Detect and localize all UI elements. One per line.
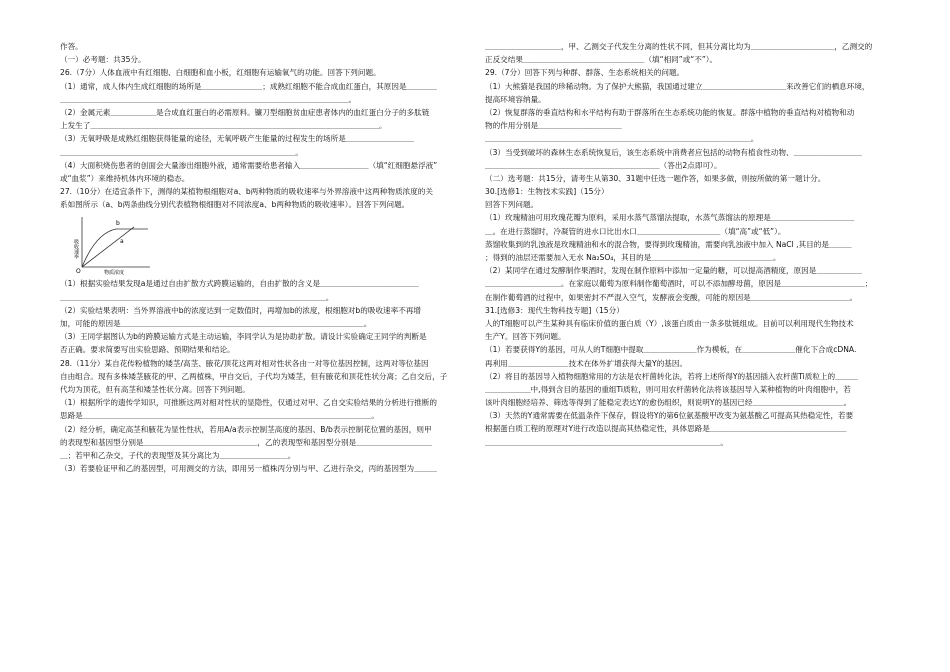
text-line: （3）若要验证甲和乙的基因型，可用测交的方法，即用另一植株丙分别与甲、乙进行杂交，丙的基因型为＿＿＿ — [60, 464, 437, 474]
text-line: 物的作用分别是＿＿＿＿＿＿＿＿＿＿＿ — [485, 121, 622, 131]
text-line: 系如图所示（a、b两条曲线分别代表植物根细胞对不同浓度a、b两种物质的吸收速率）。回答下列问题。 — [60, 200, 410, 210]
text-line: （2）金属元素＿＿＿＿＿＿是合成血红蛋白的必需原料。镰刀型细胞贫血症患者体内的血红蛋白分子的多肽链 — [60, 107, 430, 117]
text-line: 上发生了＿＿＿＿＿＿＿＿＿＿＿＿＿＿＿＿＿＿＿＿＿＿＿＿＿＿＿＿＿＿＿＿＿＿＿＿＿＿。 — [60, 121, 387, 131]
question-27-title: 27.（10分）在适宜条件下，测得的某植物根细胞对a、b两种物质的吸收速率与外界溶液中这两种物质浓度的关 — [60, 187, 433, 197]
text-line: （1）大熊猫是我国的珍稀动物。为了保护大熊猫，我国通过建立＿＿＿＿＿＿＿＿＿＿＿来改善它们的栖息环境， — [485, 81, 870, 91]
text-line: ＿＿＿＿＿＿＿＿＿＿＿＿＿＿＿＿＿＿＿＿＿＿＿（答出2点即可）。 — [485, 160, 722, 170]
text-line: （2）实验结果表明：当外界溶液中b的浓度达到一定数值时，再增加b的浓度，根细胞对b的吸收速率不再增 — [60, 305, 422, 315]
question-29-title: 29.（7分）回答下列与种群、群落、生态系统相关的问题。 — [485, 68, 685, 78]
question-26-title: 26.（7分）人体血液中有红细胞、白细胞和血小板，红细胞有运输氧气的功能。回答下列问题。 — [60, 68, 381, 78]
text-line: （3）当受到破坏的森林生态系统恢复后，该生态系统中消费者应包括的动物有植食性动物、＿＿＿＿＿＿＿＿＿ — [485, 147, 862, 157]
text-line: （3）无氧呼吸是成熟红细胞获得能量的途径，无氧呼吸产生能量的过程发生的场所是＿＿＿＿＿＿＿＿＿ — [60, 134, 415, 144]
text-line: （1）玫瑰精油可用玫瑰花瓣为原料，采用水蒸气蒸馏法提取，水蒸气蒸馏法的原理是＿＿＿＿＿＿＿＿＿＿＿ — [485, 213, 855, 223]
question-28-title: 28.（11分）某自花传粉植物的矮茎/高茎、腋花/顶花这两对相对性状各由一对等位基因控制，这两对等位基因 — [60, 358, 429, 368]
curve-b-label: b — [116, 220, 120, 228]
text-line: 否正确。要求简要写出实验思路、预期结果和结论。 — [60, 345, 235, 355]
curve-b — [82, 229, 148, 267]
absorption-rate-figure — [74, 213, 154, 275]
text-line: ＿＿＿＿＿＿＿＿＿＿＿＿＿＿＿＿＿＿＿＿＿＿＿＿＿＿＿＿＿＿＿。 — [485, 437, 728, 447]
text-line: （2）将目的基因导入植物细胞常用的方法是农杆菌转化法，若将上述所得Y的基因插入农杆菌Ti质粒上的＿＿＿ — [485, 371, 858, 381]
text-line: （2）恢复群落的垂直结构和水平结构有助于群落所在生态系统功能的恢复。群落中植物的垂直结构对植物和动 — [485, 107, 855, 117]
question-31-title: 31.[选修3：现代生物科技专题]（15分） — [485, 305, 624, 315]
text-line: （3）天然的Y通常需要在低温条件下保存，假设将Y的第6位氨基酸甲改变为氨基酸乙可提高其热稳定性，若要 — [485, 411, 854, 421]
question-30-title: 30.[选修1：生物技术实践]（15分） — [485, 187, 609, 197]
text-line: ＿＿＿＿＿＿＿＿＿＿，甲、乙测交子代发生分离的性状不同，但其分离比均为＿＿＿＿＿＿＿＿＿＿＿，乙测交的 — [485, 42, 873, 51]
text-line: ＿＿＿＿＿＿＿＿＿＿＿＿＿＿＿＿＿＿＿＿＿＿＿＿＿＿＿＿＿＿＿。 — [60, 147, 303, 157]
text-line: ；得到的油层还需要加入无水 Na₂SO₄，其目的是＿＿＿＿＿＿＿＿＿＿＿＿＿＿＿＿。 — [485, 253, 781, 262]
text-line: ＿；若甲和乙杂交，子代的表现型及其分离比为＿＿＿＿＿＿＿＿＿。 — [60, 450, 296, 460]
text-line: ＿＿＿＿＿＿＿＿＿＿。在家庭以葡萄为原料制作葡萄酒时，可以不添加酵母菌，原因是＿＿＿＿＿＿＿＿＿＿＿； — [485, 279, 873, 289]
text-line: ＿＿＿＿＿＿＿＿＿＿＿＿＿＿＿＿＿＿＿＿＿＿＿＿＿＿＿＿＿＿＿＿＿＿＿。 — [485, 134, 759, 144]
text-line: 作答。 — [60, 42, 83, 51]
left-column — [60, 40, 455, 475]
right-column — [485, 40, 880, 449]
text-line: ＿＿＿＿＿＿＿＿＿＿＿＿＿＿＿＿＿＿＿＿＿＿＿＿＿＿＿＿＿＿＿＿＿＿＿。 — [60, 292, 334, 302]
text-line: （3）王同学据图认为b的跨膜运输方式是主动运输，李同学认为是协助扩散。请设计实验确定王同学的判断是 — [60, 332, 427, 342]
text-line: 人的T细胞可以产生某种具有临床价值的蛋白质（Y）,该蛋白质由一条多肽链组成。目前可以利用现代生物技术 — [485, 318, 854, 328]
text-line: ＿＿＿＿＿＿＿＿＿＿＿＿＿＿＿＿＿＿＿＿＿＿＿＿＿＿＿＿＿＿＿＿＿＿＿＿＿＿。 — [60, 94, 357, 104]
origin-label: O — [76, 268, 81, 276]
text-line: 思路是＿＿＿＿＿＿＿＿＿＿＿＿＿＿＿＿＿＿＿＿＿＿＿＿＿＿＿＿＿＿＿＿＿＿＿＿＿＿。 — [60, 411, 379, 421]
text-line: 回答下列问题。 — [485, 200, 539, 210]
text-line: 该叶肉细胞经培养、筛选等得到了能稳定表达Y的愈伤组织，则说明Y的基因已经＿＿＿＿＿＿＿＿＿＿＿＿。 — [485, 398, 852, 408]
text-line: （2）某同学在通过发酵制作果酒时，发现在制作原料中添加一定量的糖，可以提高酒精度，原因是＿＿＿＿＿＿ — [485, 266, 862, 276]
text-line: （1）根据实验结果发现a是通过自由扩散方式跨膜运输的，自由扩散的含义是＿＿＿＿＿＿＿＿＿＿＿＿＿ — [60, 279, 419, 289]
text-line: （1）根据所学的遗传学知识，可推断这两对相对性状的显隐性，仅通过对甲、乙自交实验结果的分析进行推断的 — [60, 398, 437, 408]
text-line: 正反交结果＿＿＿＿＿＿＿＿＿＿＿＿＿＿＿＿（填“相同”或“不”）。 — [485, 55, 718, 65]
text-line: 加，可能的原因是＿＿＿＿＿＿＿＿＿＿＿＿＿＿＿＿＿＿＿＿＿＿＿＿＿＿＿＿＿＿＿＿。 — [60, 319, 372, 328]
text-line: （1）若要获得Y的基因，可从人的T细胞中提取＿＿＿＿＿＿＿作为模板，在＿＿＿＿＿＿＿催化下合成cDNA. — [485, 345, 857, 355]
text-line: 的表现型和基因型分别是＿＿＿＿＿＿＿＿＿＿＿＿＿＿＿，乙的表现型和基因型分别是＿＿＿＿＿＿＿＿＿＿ — [60, 437, 433, 447]
curve-a-label: a — [120, 238, 124, 246]
text-line: 在制作葡萄酒的过程中，如果密封不严混入空气，发酵液会变酸，可能的原因是＿＿＿＿＿＿＿＿＿＿＿＿＿。 — [485, 292, 858, 302]
text-line: 蒸馏收集到的乳浊液是玫瑰精油和水的混合物，要得到玫瑰精油，需要向乳浊液中加入 NaCl ,其目的是＿＿＿ — [485, 239, 852, 249]
text-line: ＿＿＿＿＿＿中,得到含目的基因的重组Ti质粒，则可用农杆菌转化法将该基因导入某种植物的叶肉细胞中，若 — [485, 384, 851, 394]
text-line: （2）经分析，确定高茎和腋花为显性性状，若用A/a表示控制茎高度的基因、B/b表示控制花位置的基因，则甲 — [60, 424, 432, 434]
text-line: 代均为顶花，但有高茎和矮茎性状分离。回答下列问题。 — [60, 384, 250, 394]
text-line: 再利用＿＿＿＿＿＿＿＿技术在体外扩增获得大量Y的基因。 — [485, 358, 688, 368]
x-axis-label: 物质浓度 — [104, 270, 125, 277]
text-line: 自由组合。现有多株矮茎腋花的甲、乙两植株，甲自交后，子代均为矮茎，但有腋花和顶花性状分离；乙自交后，子 — [60, 371, 448, 381]
text-line: 根据蛋白质工程的原理对Y进行改造以提高其热稳定性，具体思路是＿＿＿＿＿＿＿＿＿＿＿＿＿＿＿＿＿＿ — [485, 424, 847, 434]
text-line: ＿。在进行蒸馏时，冷凝管的进水口比出水口＿＿＿＿＿＿＿＿＿＿＿（填“高”或“低”）。 — [485, 226, 786, 236]
section-heading: （二）选考题：共15分，请考生从第30、31题中任选一题作答，如果多做，则按所做的第一题计分。 — [485, 173, 826, 183]
y-axis-label: 吸收速率 — [73, 239, 79, 260]
text-line: 或“血浆”）来维持机体内环境的稳态。 — [60, 173, 190, 183]
text-line: 生产Y。回答下列问题。 — [485, 332, 566, 342]
text-line: 提高环境容纳量。 — [485, 94, 546, 104]
text-line: （1）通常，成人体内生成红细胞的场所是＿＿＿＿＿＿＿＿；成熟红细胞不能合成血红蛋白，其原因是＿＿＿＿ — [60, 81, 437, 91]
section-heading: （一）必考题：共35分。 — [60, 55, 146, 65]
curve-a — [82, 227, 134, 267]
text-line: （4）大面积烧伤患者的创面会大量渗出细胞外液，通常需要给患者输入＿＿＿＿＿＿＿＿＿（填“红细胞悬浮液” — [60, 160, 438, 170]
